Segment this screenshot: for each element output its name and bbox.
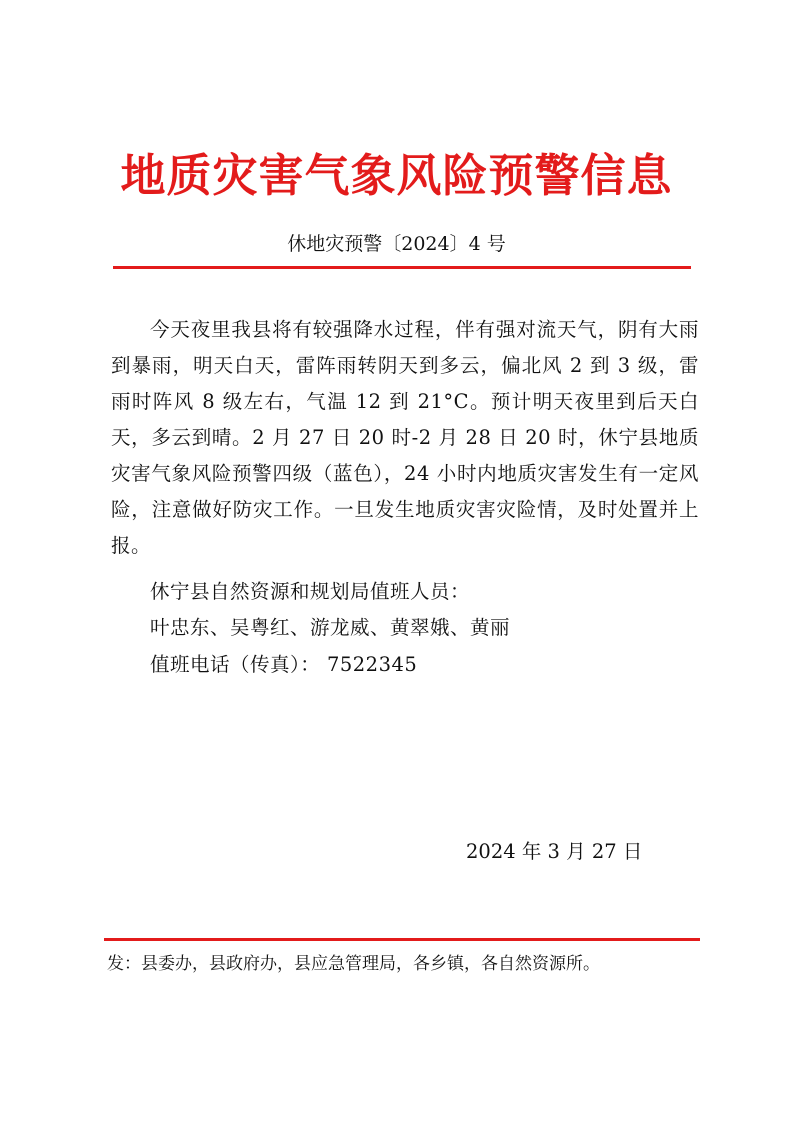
issue-date: 2024 年 3 月 27 日 — [466, 840, 643, 863]
warning-paragraph: 今天夜里我县将有较强降水过程，伴有强对流天气，阴有大雨到暴雨，明天白天，雷阵雨转阴天到多云，偏北风 2 到 3 级，雷雨时阵风 8 级左右，气温 12 到 21°C。预计明天夜里到后天白天，多云到晴。2 月 27 日 20 时-2 月 28 日 20 时，休宁县地质灾害气象风险预警四级（蓝色），24 小时内地质灾害发生有一定风险，注意做好防灾工作。一旦发生地质灾害灾险情，及时处置并上报。 — [111, 318, 699, 557]
top-red-divider — [113, 266, 691, 269]
bottom-red-divider — [104, 938, 700, 941]
duty-phone: 值班电话（传真）： 7522345 — [150, 653, 418, 676]
document-title: 地质灾害气象风险预警信息 — [120, 149, 673, 202]
document-number: 休地灾预警〔2024〕4 号 — [287, 233, 506, 255]
duty-staff-names: 叶忠东、吴粤红、游龙威、黄翠娥、黄丽 — [150, 616, 511, 639]
warning-body — [111, 312, 699, 564]
duty-staff-label: 休宁县自然资源和规划局值班人员： — [150, 580, 471, 603]
distribution-list: 发：县委办，县政府办，县应急管理局，各乡镇，各自然资源所。 — [107, 954, 600, 974]
